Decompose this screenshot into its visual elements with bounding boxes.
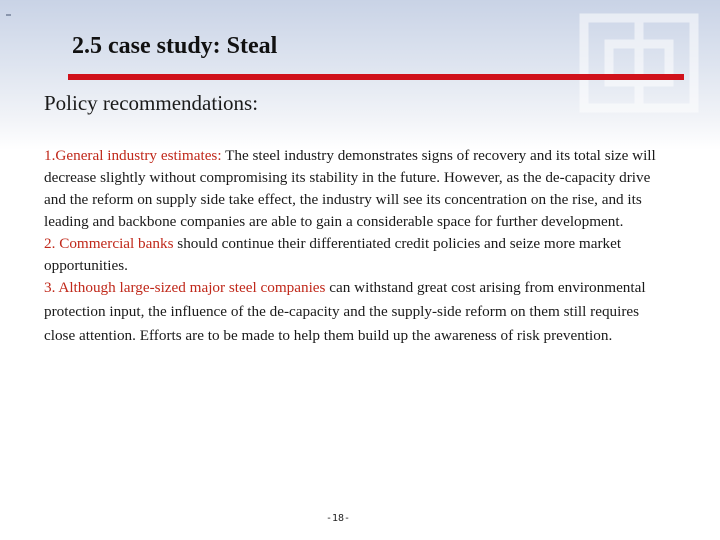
page-number: -18- xyxy=(326,513,351,524)
recommendation-item xyxy=(44,233,674,277)
recommendation-text: should continue their differentiated credit policies and seize more market opportunities. xyxy=(44,234,622,274)
recommendation-text: can withstand great cost arising from environmental protection input, the influence of the de-capacity and the supply-side reform on them still requires close attention. Efforts are to be made to help them build up the awareness of risk prevention. xyxy=(44,279,646,345)
section-subtitle: Policy recommendations: xyxy=(44,91,259,115)
recommendation-lead: 2. Commercial banks xyxy=(44,234,174,252)
recommendation-lead: 3. Although large-sized major steel companies xyxy=(44,279,326,297)
slide-title: 2.5 case study: Steal xyxy=(72,33,278,59)
title-underline-rule xyxy=(68,74,684,80)
recommendation-text: The steel industry demonstrates signs of recovery and its total size will decrease slightly without compromising its stability in the future. However, as the de-capacity drive and the reform on supply side take effect, the industry will see its concentration on the rise, and its leading and backbone companies are able to gain a considerable space for further development. xyxy=(44,147,656,230)
bank-logo-watermark xyxy=(564,4,714,122)
recommendation-item xyxy=(44,276,674,348)
recommendation-lead: 1.General industry estimates: xyxy=(44,147,222,164)
recommendations-body xyxy=(44,145,674,348)
corner-mark xyxy=(6,14,11,16)
recommendation-item xyxy=(44,145,674,233)
